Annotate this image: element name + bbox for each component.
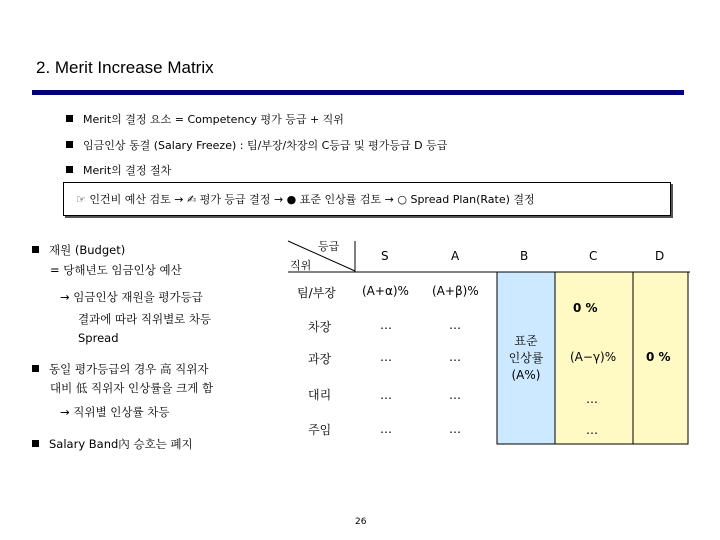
position-team-leader: 팀/부장 — [297, 286, 336, 300]
position-deputy-manager: 차장 — [308, 320, 332, 334]
a-associate-rate: … — [449, 422, 461, 436]
process-step-budget: 인건비 예산 검토 — [89, 193, 171, 206]
arrow-right-icon: → — [174, 193, 184, 206]
process-step-spread: Spread Plan(Rate) 결정 — [410, 193, 535, 206]
d-rate: 0 % — [646, 350, 671, 364]
grade-header-s: S — [381, 249, 389, 263]
hand-pointer-icon: ☞ — [76, 193, 86, 206]
grade-header-c: C — [589, 249, 598, 263]
open-circle-icon: ○ — [397, 193, 407, 206]
position-differential: → 직위별 인상률 차등 — [60, 405, 170, 419]
a-manager-rate: … — [449, 350, 461, 364]
s-associate-rate: … — [380, 422, 392, 436]
c-top-rate: 0 % — [573, 301, 598, 315]
budget-spread-line1: → 임금인상 재원을 평가등급 — [60, 290, 203, 304]
process-step-standard-rate: 표준 인상률 검토 — [299, 193, 382, 206]
process-step-grade: 평가 등급 결정 — [199, 193, 271, 206]
position-manager: 과장 — [308, 352, 332, 366]
c-manager-rate: (A−γ)% — [570, 350, 617, 364]
arrow-right-icon: → — [273, 193, 284, 206]
a-deputy-rate: … — [449, 318, 461, 332]
bullet-merit-factors: Merit의 결정 요소 = Competency 평가 등급 + 직위 — [66, 111, 344, 127]
budget-spread-line3: Spread — [78, 331, 119, 345]
a-team-leader-rate: (A+β)% — [432, 284, 479, 298]
same-grade-line2: 대비 低 직위자 인상률을 크게 함 — [50, 381, 214, 395]
budget-bullet: 재원 (Budget) — [32, 242, 125, 258]
pencil-icon: ✍ — [186, 193, 197, 206]
s-assistant-rate: … — [380, 388, 392, 402]
s-team-leader-rate: (A+α)% — [362, 284, 409, 298]
grade-header-d: D — [655, 249, 665, 263]
c-assistant-rate: … — [586, 392, 598, 406]
grade-header-b: B — [520, 249, 529, 263]
page-title: 2. Merit Increase Matrix — [36, 58, 214, 77]
bullet-merit-procedure: Merit의 결정 절차 — [66, 162, 171, 178]
bullet-salary-freeze: 임금인상 동결 (Salary Freeze) : 팀/부장/차장의 C등급 및 평가등급 D 등급 — [66, 137, 447, 153]
same-grade-bullet: 동일 평가등급의 경우 高 직위자 — [32, 361, 208, 377]
s-deputy-rate: … — [380, 318, 392, 332]
b-standard-rate: 표준 인상률 (A%) — [508, 334, 544, 382]
c-associate-rate: … — [586, 423, 598, 437]
position-associate: 주임 — [308, 423, 332, 437]
s-manager-rate: … — [380, 350, 392, 364]
page-number: 26 — [355, 517, 367, 527]
budget-spread-line2: 결과에 따라 직위별로 차등 — [78, 312, 212, 326]
arrow-right-icon: → — [384, 193, 394, 206]
salary-band-bullet: Salary Band內 승호는 폐지 — [32, 436, 193, 452]
grade-header-a: A — [451, 249, 460, 263]
budget-definition: = 당해년도 임금인상 예산 — [50, 263, 182, 277]
filled-circle-icon: ● — [286, 193, 297, 206]
a-assistant-rate: … — [449, 388, 461, 402]
corner-grade-label: 등급 — [318, 240, 340, 253]
position-assistant-manager: 대리 — [308, 388, 332, 402]
corner-position-label: 직위 — [290, 259, 312, 272]
